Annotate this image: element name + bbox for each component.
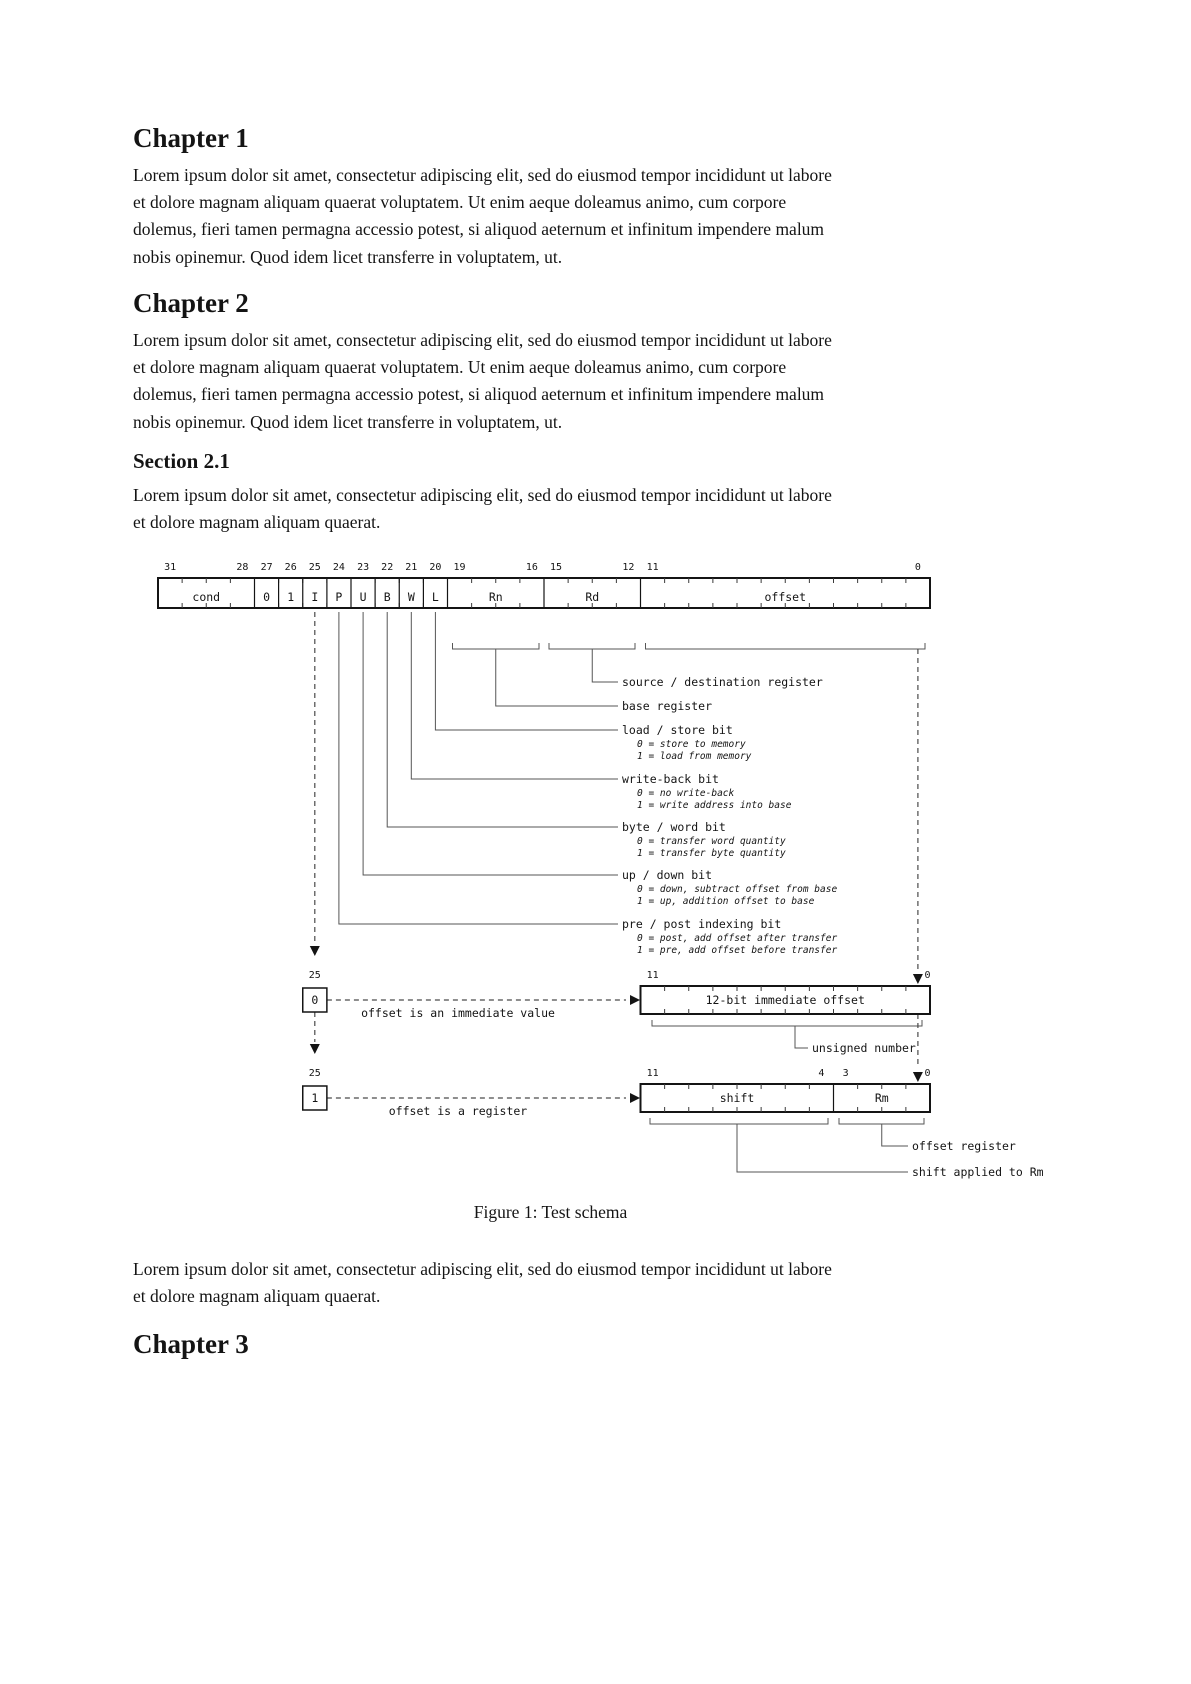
label-byte-word-0: 0 = transfer word quantity xyxy=(637,836,786,847)
instruction-encoding-figure xyxy=(0,555,1191,1200)
chapter-2-heading: Chapter 2 xyxy=(133,288,249,318)
bit-label-25: 25 xyxy=(308,562,321,573)
text-line: Lorem ipsum dolor sit amet, consectetur adipiscing elit, sed do eiusmod tempor incididunt ut labore xyxy=(133,1259,832,1279)
label-load-store: load / store bit xyxy=(622,723,733,737)
chapter-3-heading: Chapter 3 xyxy=(133,1329,249,1359)
label-byte-word-1: 1 = transfer byte quantity xyxy=(637,848,786,859)
bit-label-28: 28 xyxy=(236,562,249,573)
bit-label-11: 11 xyxy=(646,562,659,573)
field-U: U xyxy=(359,590,367,604)
text-line: dolemus, fieri tamen permagna accessio potest, si aliquod aeternum et infinitum impendere malum xyxy=(133,219,825,240)
label-offset-register: offset register xyxy=(912,1139,1016,1153)
bit-label-22: 22 xyxy=(381,562,394,573)
bit-label-31: 31 xyxy=(164,562,177,573)
bit25-label: 25 xyxy=(308,1068,321,1079)
label-write-back: write-back bit xyxy=(622,772,719,786)
down-arrow-icon xyxy=(310,1044,320,1054)
label-up-down-0: 0 = down, subtract offset from base xyxy=(637,884,838,895)
bit-label-24: 24 xyxy=(332,562,345,573)
field-B: B xyxy=(383,590,391,604)
bit-annotations xyxy=(622,675,837,956)
text-line: Lorem ipsum dolor sit amet, consectetur adipiscing elit, sed do eiusmod tempor incididunt ut labore xyxy=(133,330,832,350)
label-up-down-1: 1 = up, addition offset to base xyxy=(637,896,815,907)
chapter-1-heading: Chapter 1 xyxy=(133,123,249,153)
bit-label-21: 21 xyxy=(405,562,418,573)
immediate-offset-field: 12-bit immediate offset xyxy=(705,993,865,1007)
label-base-register: base register xyxy=(622,699,713,713)
text-line: et dolore magnam aliquam quaerat. xyxy=(133,512,381,533)
bit-label-0: 0 xyxy=(914,562,921,573)
bit-label-26: 26 xyxy=(284,562,297,573)
label-write-back-1: 1 = write address into base xyxy=(637,800,792,811)
field-Rd: Rd xyxy=(585,590,600,604)
register-arrow-label: offset is a register xyxy=(388,1104,528,1118)
label-load-store-1: 1 = load from memory xyxy=(637,751,752,762)
label-shift-applied: shift applied to Rm xyxy=(912,1165,1044,1179)
bit-label-12: 12 xyxy=(622,562,635,573)
immediate-arrow-label: offset is an immediate value xyxy=(361,1006,555,1020)
bit-label-20: 20 xyxy=(429,562,442,573)
right-arrow-icon xyxy=(630,995,640,1005)
reg-bit4-label: 4 xyxy=(818,1068,825,1079)
bit-label-27: 27 xyxy=(260,562,273,573)
text-line: et dolore magnam aliquam quaerat voluptatem. Ut enim aeque doleamus animo, cum corpore xyxy=(133,192,787,213)
field-P: P xyxy=(335,590,343,604)
imm-bit11-label: 11 xyxy=(646,970,659,981)
reg-bit3-label: 3 xyxy=(842,1068,849,1079)
field-W: W xyxy=(407,590,415,604)
text-line: dolemus, fieri tamen permagna accessio potest, si aliquod aeternum et infinitum impendere malum xyxy=(133,384,825,405)
label-pre-post-1: 1 = pre, add offset before transfer xyxy=(637,945,838,956)
down-arrow-icon xyxy=(913,1072,923,1082)
after-figure-paragraph xyxy=(133,1256,978,1310)
field-L: L xyxy=(431,590,439,604)
rm-field: Rm xyxy=(874,1091,889,1105)
bit-label-15: 15 xyxy=(549,562,563,573)
label-up-down: up / down bit xyxy=(622,868,713,882)
bit-ticks xyxy=(665,1084,906,1112)
bit-number-row xyxy=(164,562,921,573)
chapter-1-paragraph xyxy=(133,162,978,271)
down-arrow-icon xyxy=(310,946,320,956)
field-offset: offset xyxy=(764,590,807,604)
bit-label-23: 23 xyxy=(357,562,370,573)
label-load-store-0: 0 = store to memory xyxy=(637,739,746,750)
text-line: nobis opinemur. Quod idem licet transferre in voluptatem, ut. xyxy=(133,411,563,432)
immediate-offset-branch xyxy=(303,970,931,1055)
reg-bit11-label: 11 xyxy=(646,1068,659,1079)
field-I: I xyxy=(311,590,319,604)
text-line: nobis opinemur. Quod idem licet transferre in voluptatem, ut. xyxy=(133,246,563,267)
label-unsigned-number: unsigned number xyxy=(812,1041,916,1055)
chapter-2-paragraph xyxy=(133,327,978,436)
text-line: Lorem ipsum dolor sit amet, consectetur adipiscing elit, sed do eiusmod tempor incididunt ut labore xyxy=(133,165,832,185)
bit-label-16: 16 xyxy=(525,562,538,573)
section-2-1-paragraph xyxy=(133,482,978,536)
arrowheads xyxy=(310,946,923,1103)
I-value-0: 0 xyxy=(311,993,319,1007)
text-line: et dolore magnam aliquam quaerat voluptatem. Ut enim aeque doleamus animo, cum corpore xyxy=(133,357,787,378)
field-bit27: 0 xyxy=(263,590,271,604)
label-pre-post-0: 0 = post, add offset after transfer xyxy=(637,933,838,944)
text-line: Lorem ipsum dolor sit amet, consectetur adipiscing elit, sed do eiusmod tempor incididunt ut labore xyxy=(133,485,832,505)
field-Rn: Rn xyxy=(488,590,503,604)
field-bit26: 1 xyxy=(287,590,295,604)
label-byte-word: byte / word bit xyxy=(622,820,726,834)
bit25-label: 25 xyxy=(308,970,321,981)
label-source-dest: source / destination register xyxy=(622,675,823,689)
dashed-links xyxy=(315,612,918,1098)
I-value-1: 1 xyxy=(311,1091,319,1105)
section-2-1-heading: Section 2.1 xyxy=(133,449,230,473)
main-register-box xyxy=(158,578,930,608)
down-arrow-icon xyxy=(913,974,923,984)
right-arrow-icon xyxy=(630,1093,640,1103)
imm-bit0-label: 0 xyxy=(924,970,931,981)
figure-caption: Figure 1: Test schema xyxy=(473,1202,628,1222)
bit-label-19: 19 xyxy=(453,562,466,573)
shift-field: shift xyxy=(719,1091,755,1105)
label-pre-post: pre / post indexing bit xyxy=(622,917,782,931)
reg-bit0-label: 0 xyxy=(924,1068,931,1079)
field-cond: cond xyxy=(192,590,221,604)
label-write-back-0: 0 = no write-back xyxy=(637,788,735,799)
text-line: et dolore magnam aliquam quaerat. xyxy=(133,1286,381,1307)
